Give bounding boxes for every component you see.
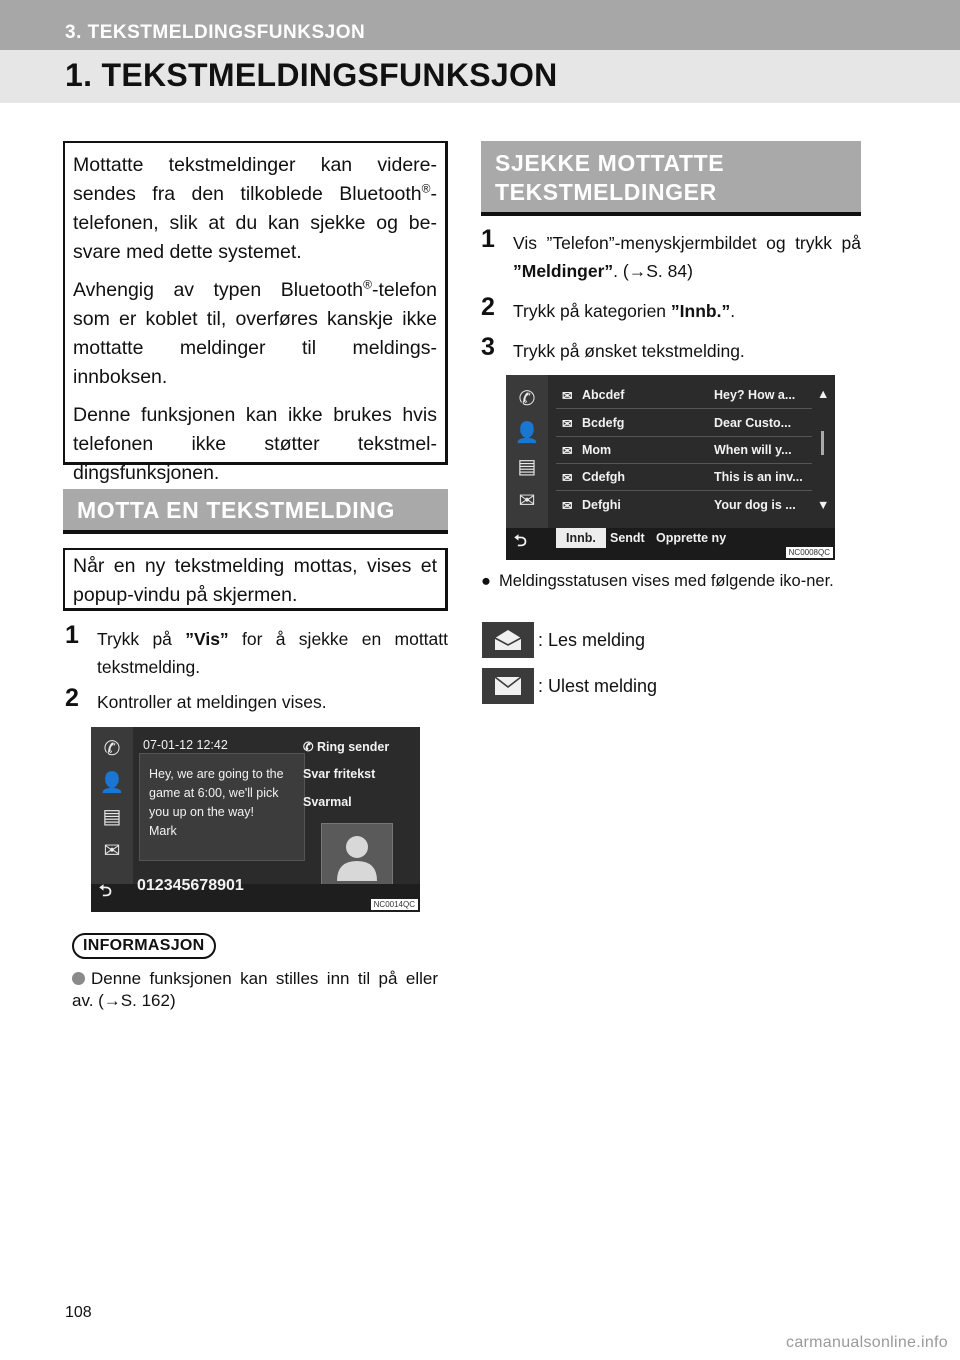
message-line-3: you up on the way! xyxy=(149,805,254,819)
message-row[interactable]: ✉ Mom When will y... xyxy=(556,438,812,464)
message-signature: Mark xyxy=(149,824,177,838)
check-step-2: 2 Trykk på kategorien ”Innb.”. xyxy=(481,293,736,321)
check-step-3: 3 Trykk på ønsket tekstmelding. xyxy=(481,333,745,361)
intro-paragraph-2: Avhengig av typen Bluetooth®-telefon som er koblet til, overføres kanskje ikke mottatte meldinger til meldings-innboksen. xyxy=(73,277,437,388)
open-envelope-icon: ✉ xyxy=(562,499,573,513)
closed-envelope-icon: ✉ xyxy=(562,417,573,431)
open-envelope-icon: ✉ xyxy=(562,471,573,485)
page-number: 108 xyxy=(65,1304,92,1321)
info-label: INFORMASJON xyxy=(72,933,216,959)
figure-code: NC0014QC xyxy=(371,899,418,910)
contacts-icon: 👤 xyxy=(514,421,540,444)
message-row[interactable]: ✉ Bcdefg Dear Custo... xyxy=(556,411,812,437)
message-datetime: 07-01-12 12:42 xyxy=(143,738,228,752)
back-icon[interactable]: ⮌ xyxy=(99,883,112,900)
open-envelope-icon xyxy=(482,622,534,658)
closed-envelope-icon: ✉ xyxy=(562,444,573,458)
intro-box xyxy=(63,141,448,484)
message-row[interactable]: ✉ Abcdef Hey? How a... xyxy=(556,383,812,409)
receive-step-2: 2 Kontroller at meldingen vises. xyxy=(65,684,327,712)
contacts-icon: 👤 xyxy=(99,771,125,794)
call-icon: ✆ xyxy=(303,740,317,754)
incoming-message-screenshot xyxy=(91,727,420,912)
scroll-up-icon[interactable]: ▲ xyxy=(817,387,830,401)
message-icon: ✉ xyxy=(103,839,121,862)
receive-section-heading: MOTTA EN TEKSTMELDING xyxy=(63,489,448,534)
tab-inbox[interactable]: Innb. xyxy=(556,528,606,548)
status-note: ● Meldingsstatusen vises med følgende iko-ner. xyxy=(481,572,834,590)
figure-code: NC0008QC xyxy=(786,547,833,558)
bullet-icon xyxy=(72,972,85,985)
avatar-silhouette-icon xyxy=(334,831,380,881)
status-unread-label: : Ulest melding xyxy=(538,676,658,696)
closed-envelope-icon xyxy=(482,668,534,704)
phonebook-icon: ▤ xyxy=(517,455,537,478)
check-step-1: 1 Vis ”Telefon”-menyskjermbildet og trykk på ”Meldinger”. (→S. 84) xyxy=(481,225,861,281)
tab-create-new[interactable]: Opprette ny xyxy=(656,531,727,545)
reply-freetext-button[interactable]: Svar fritekst xyxy=(303,767,376,781)
contact-avatar xyxy=(321,823,393,889)
reply-template-button[interactable]: Svarmal xyxy=(303,795,352,809)
page-title: 1. TEKSTMELDINGSFUNKSJON xyxy=(65,57,558,93)
phonebook-icon: ▤ xyxy=(102,805,122,828)
status-read-label: : Les melding xyxy=(538,630,646,650)
chapter-title: 3. TEKSTMELDINGSFUNKSJON xyxy=(65,22,366,43)
message-line-1: Hey, we are going to the xyxy=(149,767,284,781)
receive-note-box: Når en ny tekstmelding mottas, vises et popup-vindu på skjermen. xyxy=(63,548,448,611)
message-icon: ✉ xyxy=(518,489,536,512)
bullet-icon: ● xyxy=(481,572,491,590)
message-line-2: game at 6:00, we'll pick xyxy=(149,786,279,800)
receive-step-1: 1 Trykk på ”Vis” for å sjekke en mottatt tekstmelding. xyxy=(65,621,449,677)
scroll-down-icon[interactable]: ▼ xyxy=(817,498,830,512)
message-row[interactable]: ✉ Cdefgh This is an inv... xyxy=(556,465,812,491)
phone-icon: ✆ xyxy=(518,387,536,410)
intro-paragraph-1: Mottatte tekstmeldinger kan videre-sendes fra den tilkoblede Bluetooth®-telefonen, slik at du kan sjekke og be-svare med dette systemet. xyxy=(73,154,437,263)
tab-sent[interactable]: Sendt xyxy=(610,531,645,545)
sender-number: 012345678901 xyxy=(137,877,244,894)
scrollbar[interactable] xyxy=(821,431,824,455)
intro-paragraph-3: Denne funksjonen kan ikke brukes hvis telefonen ikke støtter tekstmel-dingsfunksjonen. xyxy=(73,404,437,484)
info-text: Denne funksjonen kan stilles inn til på eller av. (→S. 162) xyxy=(72,969,438,1010)
check-section-heading: SJEKKE MOTTATTE TEKSTMELDINGER xyxy=(481,141,861,216)
call-sender-button[interactable]: ✆ Ring sender xyxy=(303,740,390,754)
closed-envelope-icon: ✉ xyxy=(562,389,573,403)
message-row[interactable]: ✉ Defghi Your dog is ... xyxy=(562,498,796,513)
watermark: carmanualsonline.info xyxy=(786,1334,948,1351)
message-list-screenshot xyxy=(506,375,835,560)
phone-icon: ✆ xyxy=(103,737,121,760)
back-icon[interactable]: ⮌ xyxy=(514,533,527,550)
